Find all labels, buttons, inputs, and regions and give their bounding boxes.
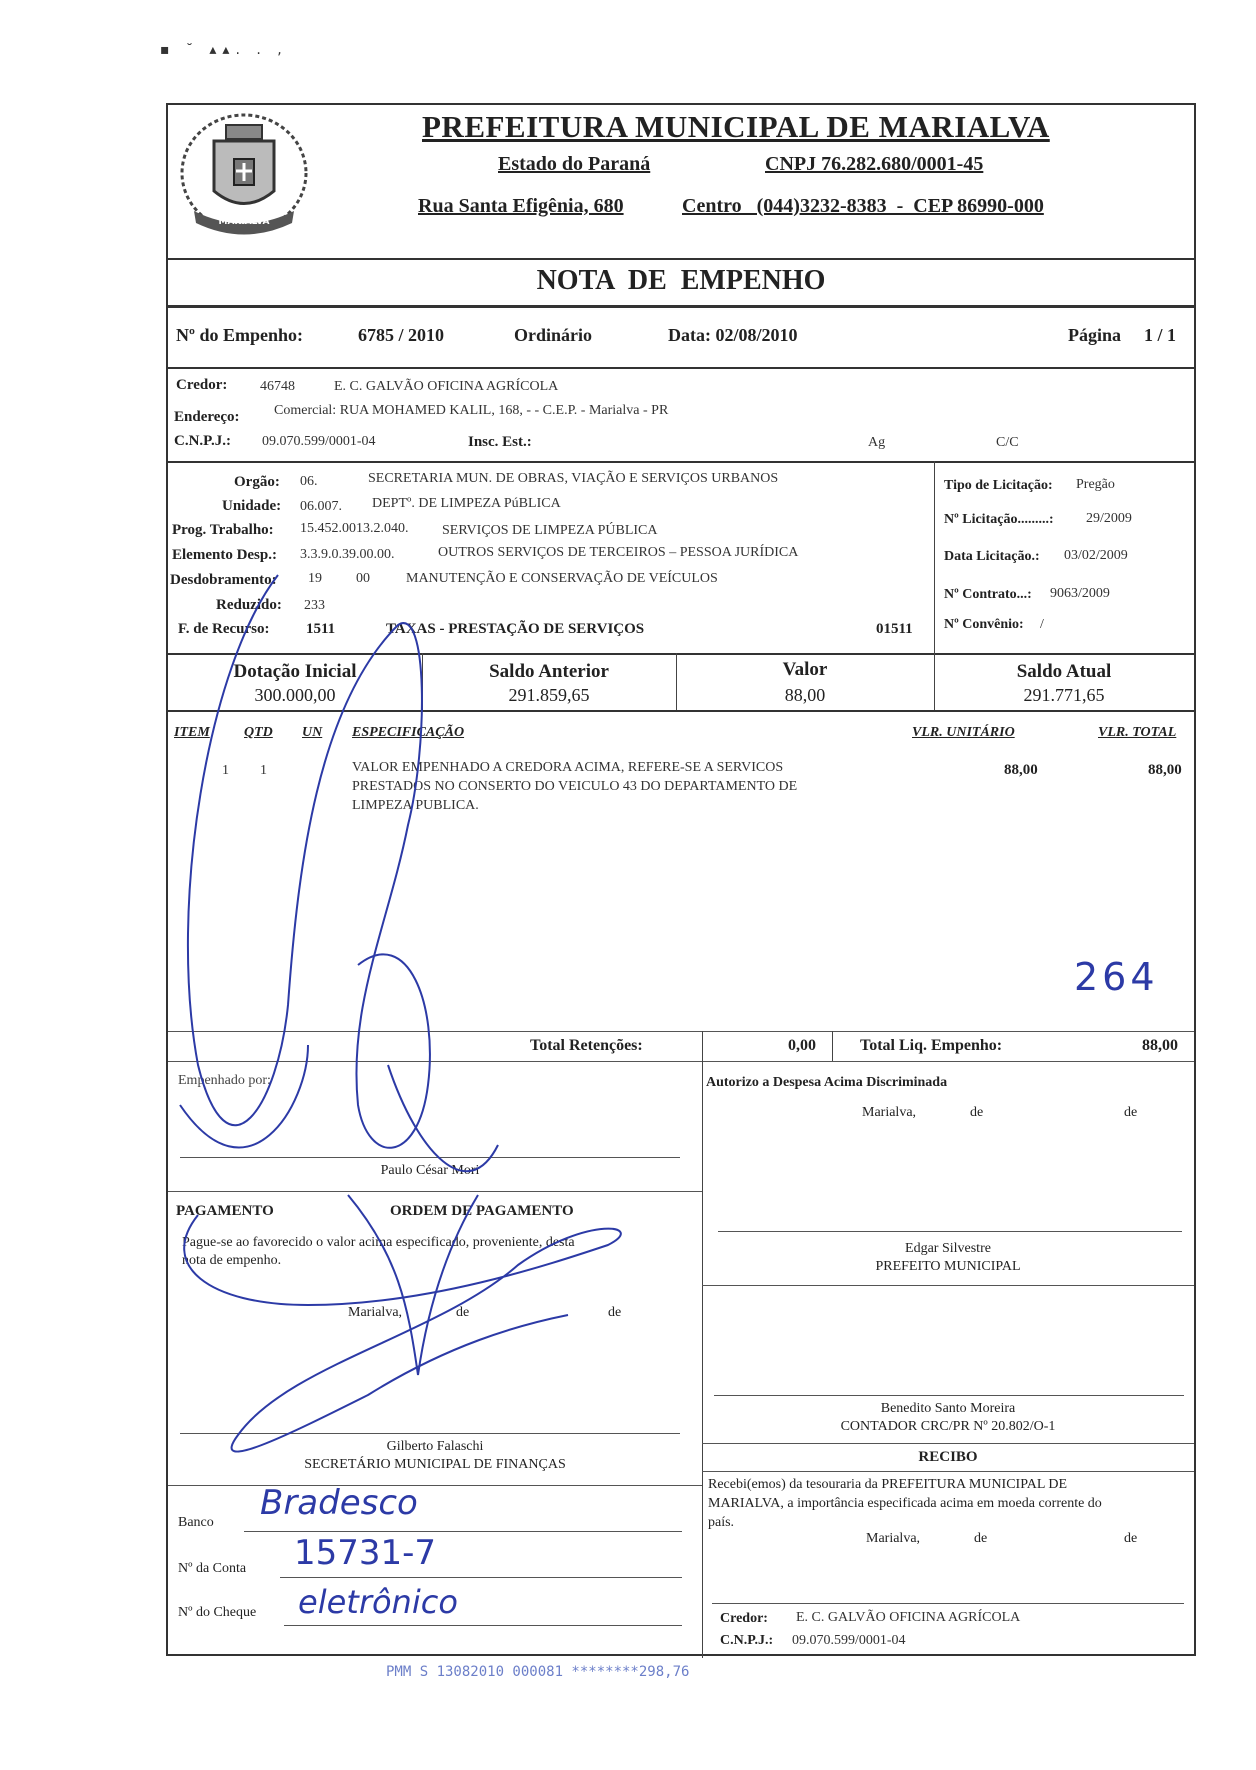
col-unit-header: VLR. UNITÁRIO — [912, 725, 1015, 740]
tipo-licitacao: Pregão — [1076, 477, 1115, 492]
autorizo-signer: Edgar Silvestre — [905, 1241, 991, 1256]
cheque-label: Nº do Cheque — [178, 1605, 257, 1620]
elemento-code: 3.3.9.0.39.00.00. — [300, 547, 395, 562]
desdob-code2: 00 — [356, 571, 370, 586]
empenho-number-label: Nº do Empenho: — [176, 325, 303, 345]
autorizo-de2: de — [1124, 1105, 1138, 1120]
row-item: 1 — [222, 763, 229, 778]
recurso-label: F. de Recurso: — [178, 621, 270, 637]
saldo-anterior-value: 291.859,65 — [508, 685, 590, 705]
convenio: / — [1040, 617, 1044, 632]
credor-code: 46748 — [260, 379, 295, 394]
credor-cnpj: 09.070.599/0001-04 — [262, 434, 376, 449]
recurso-name: TAXAS - PRESTAÇÃO DE SERVIÇOS — [386, 621, 645, 637]
orgao-label: Orgão: — [234, 474, 280, 490]
empenhado-signer: Paulo César Mori — [380, 1163, 480, 1178]
address-label: Endereço: — [174, 409, 240, 425]
recibo-label: RECIBO — [918, 1449, 978, 1465]
autorizo-place: Marialva, — [862, 1105, 917, 1120]
recibo-text-line2: MARIALVA, a importância especificada acima em moeda corrente do — [708, 1496, 1102, 1511]
payment-stamp: PMM S 13082010 000081 ********298,76 — [386, 1664, 690, 1680]
ordem-label: ORDEM DE PAGAMENTO — [390, 1203, 574, 1219]
pagamento-place: Marialva, — [348, 1305, 403, 1320]
pagamento-role: SECRETÁRIO MUNICIPAL DE FINANÇAS — [304, 1457, 566, 1472]
state-text: Estado do Paraná — [498, 153, 651, 175]
prog-code: 15.452.0013.2.040. — [300, 521, 409, 536]
valor-value: 88,00 — [784, 685, 826, 705]
row-qtd: 1 — [260, 763, 267, 778]
col-item-header: ITEM — [174, 725, 210, 740]
pagamento-text-line2: nota de empenho. — [182, 1253, 282, 1268]
ag-label: Ag — [868, 435, 886, 450]
prog-name: SERVIÇOS DE LIMPEZA PÚBLICA — [442, 523, 658, 538]
autorizo-role: PREFEITO MUNICIPAL — [875, 1259, 1021, 1274]
pagamento-de1: de — [456, 1305, 470, 1320]
cnpj-text: CNPJ 76.282.680/0001-45 — [765, 153, 984, 175]
contrato-label: Nº Contrato...: — [944, 587, 1032, 602]
saldo-atual-value: 291.771,65 — [1023, 685, 1105, 705]
crest-text: MARIALVA — [218, 217, 270, 227]
data-licitacao: 03/02/2009 — [1064, 548, 1128, 563]
col-spec-header: ESPECIFICAÇÃO — [352, 725, 465, 740]
conta-label: Nº da Conta — [178, 1561, 247, 1576]
elemento-name: OUTROS SERVIÇOS DE TERCEIROS – PESSOA JURÍDICA — [438, 545, 799, 560]
recibo-text-line3: país. — [708, 1515, 735, 1530]
saldo-atual-label: Saldo Atual — [1016, 661, 1112, 682]
retencoes-label: Total Retenções: — [530, 1037, 643, 1054]
autorizo-label: Autorizo a Despesa Acima Discriminada — [706, 1075, 948, 1090]
recibo-de1: de — [974, 1531, 988, 1546]
credor-name: E. C. GALVÃO OFICINA AGRÍCOLA — [334, 379, 559, 394]
contact-text: Centro (044)3232-8383 - CEP 86990-000 — [682, 195, 1044, 217]
contador-role: CONTADOR CRC/PR Nº 20.802/O-1 — [840, 1419, 1056, 1434]
unidade-code: 06.007. — [300, 499, 342, 514]
empenho-number: 6785 / 2010 — [358, 325, 445, 345]
credor-address: Comercial: RUA MOHAMED KALIL, 168, - - C.E.P. - Marialva - PR — [274, 403, 669, 418]
pagamento-de2: de — [608, 1305, 622, 1320]
recibo-credor-label: Credor: — [720, 1611, 768, 1626]
recibo-place: Marialva, — [866, 1531, 921, 1546]
elemento-label: Elemento Desp.: — [172, 547, 277, 563]
unidade-name: DEPTº. DE LIMPEZA PúBLICA — [372, 496, 561, 511]
credor-label: Credor: — [176, 377, 228, 393]
recurso-extra: 01511 — [876, 621, 913, 637]
empenho-type: Ordinário — [514, 325, 593, 345]
row-total-value: 88,00 — [1148, 762, 1182, 778]
row-spec-line1: VALOR EMPENHADO A CREDORA ACIMA, REFERE-SE A SERVICOS — [352, 760, 784, 775]
recibo-de2: de — [1124, 1531, 1138, 1546]
banco-value: Bradesco — [260, 1483, 418, 1523]
pagamento-text-line1: Pague-se ao favorecido o valor acima especificado, proveniente, desta — [182, 1235, 575, 1250]
col-un-header: UN — [302, 725, 323, 740]
prog-label: Prog. Trabalho: — [172, 522, 274, 538]
valor-label: Valor — [782, 659, 828, 680]
desdob-name: MANUTENÇÃO E CONSERVAÇÃO DE VEÍCULOS — [406, 571, 718, 586]
desdob-label: Desdobramento: — [170, 572, 277, 588]
insc-label: Insc. Est.: — [468, 434, 532, 450]
unidade-label: Unidade: — [222, 498, 282, 514]
reduzido-label: Reduzido: — [216, 597, 282, 613]
address-text: Rua Santa Efigênia, 680 — [418, 195, 624, 217]
orgao-code: 06. — [300, 474, 318, 489]
recibo-cnpj-label: C.N.P.J.: — [720, 1633, 774, 1648]
saldo-anterior-label: Saldo Anterior — [489, 661, 609, 682]
empenhado-label: Empenhado por: — [178, 1073, 271, 1088]
dotacao-value: 300.000,00 — [254, 685, 336, 705]
cnpj-label: C.N.P.J.: — [174, 433, 231, 449]
col-total-header: VLR. TOTAL — [1098, 725, 1177, 740]
reduzido-code: 233 — [304, 598, 325, 613]
cheque-value: eletrônico — [298, 1583, 458, 1621]
tipo-licitacao-label: Tipo de Licitação: — [944, 478, 1053, 493]
recibo-cnpj: 09.070.599/0001-04 — [792, 1633, 906, 1648]
pagamento-signer: Gilberto Falaschi — [386, 1439, 484, 1454]
contador-signer: Benedito Santo Moreira — [880, 1401, 1016, 1416]
autorizo-de1: de — [970, 1105, 984, 1120]
banco-label: Banco — [178, 1515, 214, 1530]
city-crest-icon — [174, 111, 314, 241]
scan-artifact: ▪ ˘ ▴▴. . , — [160, 42, 288, 58]
data-licitacao-label: Data Licitação.: — [944, 549, 1040, 564]
liq-label: Total Liq. Empenho: — [860, 1037, 1003, 1054]
page-label: Página — [1068, 325, 1122, 345]
num-licitacao: 29/2009 — [1086, 511, 1132, 526]
recibo-credor: E. C. GALVÃO OFICINA AGRÍCOLA — [796, 1610, 1021, 1625]
retencoes-value: 0,00 — [788, 1037, 816, 1054]
cc-label: C/C — [996, 435, 1019, 450]
page-number: 1 / 1 — [1144, 325, 1177, 345]
handwritten-note: 264 — [1074, 955, 1159, 999]
num-licitacao-label: Nº Licitação.........: — [944, 512, 1054, 527]
col-qtd-header: QTD — [244, 725, 273, 740]
desdob-code1: 19 — [308, 571, 322, 586]
doc-title: NOTA DE EMPENHO — [536, 265, 826, 296]
pagamento-label: PAGAMENTO — [176, 1203, 274, 1219]
recurso-code: 1511 — [306, 621, 336, 637]
row-unit-value: 88,00 — [1004, 762, 1038, 778]
empenho-date: Data: 02/08/2010 — [668, 325, 798, 345]
page-title: PREFEITURA MUNICIPAL DE MARIALVA — [422, 109, 1050, 144]
dotacao-label: Dotação Inicial — [233, 661, 357, 682]
liq-value: 88,00 — [1142, 1037, 1178, 1054]
recibo-text-line1: Recebi(emos) da tesouraria da PREFEITURA MUNICIPAL DE — [708, 1477, 1068, 1492]
empenho-document — [166, 103, 1196, 1656]
convenio-label: Nº Convênio: — [944, 617, 1024, 632]
orgao-name: SECRETARIA MUN. DE OBRAS, VIAÇÃO E SERVIÇOS URBANOS — [368, 471, 779, 486]
conta-value: 15731-7 — [294, 1533, 437, 1573]
row-spec-line3: LIMPEZA PUBLICA. — [352, 798, 479, 813]
row-spec-line2: PRESTADOS NO CONSERTO DO VEICULO 43 DO DEPARTAMENTO DE — [352, 779, 798, 794]
contrato: 9063/2009 — [1050, 586, 1110, 601]
